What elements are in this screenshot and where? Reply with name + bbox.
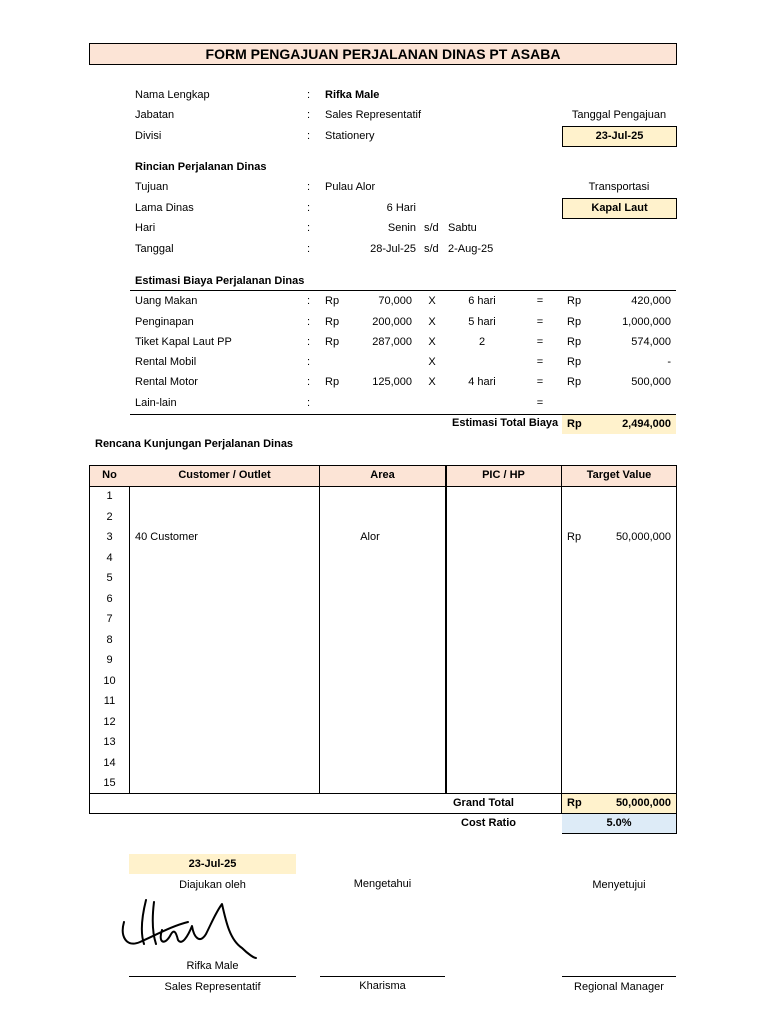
visit-rp: Rp (567, 531, 582, 543)
visit-no: 10 (103, 674, 116, 687)
cost-qty: 6 hari (468, 295, 496, 307)
submitted-by-name: Rifka Male (186, 960, 239, 972)
header-target: Target Value (586, 469, 652, 481)
day-colon: : (307, 222, 311, 234)
duration-value: 6 Hari (386, 202, 416, 214)
cost-ratio-label: Cost Ratio (461, 817, 516, 829)
header-pic: PIC / HP (482, 469, 525, 481)
cost-rp-total: Rp (567, 295, 582, 307)
submitted-by-title: Sales Representatif (164, 981, 261, 993)
submission-date-value: 23-Jul-25 (562, 126, 677, 147)
date-from: 28-Jul-25 (370, 243, 416, 255)
cost-label: Lain-lain (135, 397, 177, 409)
table-divider-no (129, 486, 130, 793)
cost-rp: Rp (325, 295, 340, 307)
visit-area: Alor (360, 531, 380, 543)
cost-colon: : (307, 295, 311, 307)
visit-no: 9 (106, 654, 113, 666)
cost-colon: : (307, 376, 311, 388)
cost-rp: Rp (325, 316, 340, 328)
position-colon: : (307, 109, 311, 121)
submitted-by-label: Diajukan oleh (179, 879, 246, 891)
cost-rp: Rp (325, 376, 340, 388)
visit-no: 1 (106, 490, 113, 502)
cost-total-label: Estimasi Total Biaya (452, 417, 559, 429)
visit-no: 6 (106, 592, 113, 605)
day-sd: s/d (424, 222, 439, 234)
cost-colon: : (307, 397, 311, 409)
grand-total-label: Grand Total (453, 797, 514, 809)
cost-x: X (428, 336, 436, 348)
cost-x: X (428, 376, 436, 388)
destination-label: Tujuan (135, 181, 169, 193)
day-from: Senin (387, 222, 416, 234)
name-label: Nama Lengkap (135, 89, 210, 101)
visit-no: 13 (103, 736, 116, 748)
visit-target: 50,000,000 (615, 531, 671, 543)
cost-total-value: 2,494,000 (622, 418, 671, 430)
cost-label: Rental Mobil (135, 356, 197, 368)
cost-rp-total: Rp (567, 356, 582, 368)
visit-no: 8 (106, 633, 113, 646)
visit-no: 11 (103, 695, 116, 707)
day-label: Hari (135, 222, 156, 234)
cost-x: X (428, 356, 436, 368)
trip-section-title: Rincian Perjalanan Dinas (135, 161, 267, 173)
division-colon: : (307, 130, 311, 142)
signature-line-acknowledged (320, 976, 445, 977)
cost-qty: 2 (478, 336, 486, 348)
cost-eq: = (536, 376, 544, 388)
date-to: 2-Aug-25 (448, 243, 494, 255)
visit-no: 14 (103, 756, 116, 769)
division-label: Divisi (135, 130, 162, 142)
cost-eq: = (536, 397, 544, 409)
header-area: Area (370, 469, 395, 481)
cost-rp-total: Rp (567, 336, 582, 348)
cost-section-title: Estimasi Biaya Perjalanan Dinas (135, 275, 305, 287)
visit-no: 2 (106, 510, 113, 523)
header-no: No (102, 469, 117, 481)
cost-eq: = (536, 356, 544, 368)
cost-label: Uang Makan (135, 295, 198, 307)
cost-header-line (130, 290, 676, 291)
cost-total: 420,000 (631, 295, 671, 307)
cost-total: 1,000,000 (622, 316, 671, 328)
visit-no: 3 (106, 531, 113, 543)
duration-label: Lama Dinas (135, 202, 194, 214)
table-border-right (676, 466, 677, 834)
grand-total-value: 50,000,000 (615, 797, 671, 809)
cost-total-cell (562, 415, 676, 434)
visit-no: 4 (106, 551, 113, 564)
cost-unit: 287,000 (372, 336, 412, 348)
table-divider-pic (561, 466, 562, 814)
visit-no: 15 (103, 777, 116, 789)
position-value: Sales Representatif (325, 109, 421, 121)
duration-colon: : (307, 202, 311, 214)
name-colon: : (307, 89, 311, 101)
transport-label: Transportasi (588, 181, 650, 193)
signature-line-submitted (129, 976, 296, 977)
cost-eq: = (536, 336, 544, 348)
submission-date-label: Tanggal Pengajuan (571, 109, 667, 121)
cost-total: 500,000 (631, 376, 671, 388)
cost-rp-total: Rp (567, 316, 582, 328)
cost-label: Tiket Kapal Laut PP (135, 336, 232, 348)
grand-total-rp: Rp (567, 797, 582, 809)
cost-unit: 70,000 (378, 295, 412, 307)
cost-ratio-value: 5.0% (562, 814, 676, 834)
signature-line-approved (562, 976, 676, 977)
date-label: Tanggal (135, 243, 174, 255)
handwritten-signature (118, 892, 268, 964)
header-customer: Customer / Outlet (178, 469, 271, 481)
day-to: Sabtu (448, 222, 477, 234)
cost-label: Penginapan (135, 316, 194, 328)
grand-total-cell (562, 794, 676, 813)
cost-unit: 125,000 (372, 376, 412, 388)
cost-qty: 5 hari (468, 316, 496, 328)
acknowledged-label: Mengetahui (353, 878, 412, 890)
destination-colon: : (307, 181, 311, 193)
cost-x: X (428, 316, 436, 328)
visit-no: 12 (103, 715, 116, 728)
table-divider-customer (319, 466, 320, 793)
cost-colon: : (307, 316, 311, 328)
cost-rp: Rp (325, 336, 340, 348)
name-value: Rifka Male (325, 89, 380, 101)
visits-section-title: Rencana Kunjungan Perjalanan Dinas (95, 438, 294, 450)
cost-label: Rental Motor (135, 376, 198, 388)
approved-title: Regional Manager (574, 981, 664, 993)
signature-date: 23-Jul-25 (129, 854, 296, 874)
cost-total-rp: Rp (567, 418, 582, 430)
cost-unit: 200,000 (372, 316, 412, 328)
visit-no: 7 (106, 613, 113, 625)
visit-customer: 40 Customer (135, 531, 198, 543)
cost-rp-total: Rp (567, 376, 582, 388)
date-colon: : (307, 243, 311, 255)
cost-colon: : (307, 356, 311, 368)
cost-qty: 4 hari (468, 376, 496, 388)
position-label: Jabatan (135, 109, 175, 121)
cost-x: X (428, 295, 436, 307)
division-value: Stationery (325, 130, 375, 142)
cost-total: - (667, 356, 671, 368)
table-divider-area (445, 466, 447, 793)
visit-no: 5 (106, 572, 113, 584)
acknowledged-name: Kharisma (359, 980, 406, 992)
cost-total: 574,000 (631, 336, 671, 348)
cost-colon: : (307, 336, 311, 348)
transport-value: Kapal Laut (562, 198, 677, 219)
destination-value: Pulau Alor (325, 181, 376, 193)
cost-eq: = (536, 295, 544, 307)
cost-eq: = (536, 316, 544, 328)
approved-label: Menyetujui (592, 879, 646, 891)
date-sd: s/d (424, 243, 439, 255)
form-title: FORM PENGAJUAN PERJALANAN DINAS PT ASABA (89, 43, 677, 65)
